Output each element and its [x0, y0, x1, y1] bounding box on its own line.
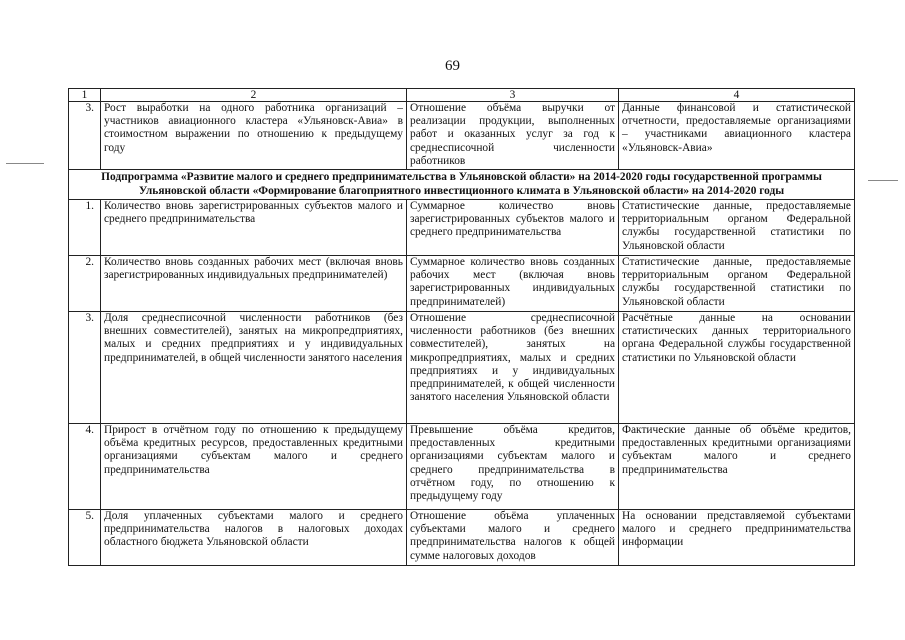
method-cell: Суммарное количество вновь созданных рабочих мест (включая вновь зарегистрированных индивидуальных предпринимателей)	[407, 256, 619, 312]
method-cell: Отношение объёма уплаченных субъектами малого и среднего предпринимательства налогов к общей сумме налоговых доходов	[407, 510, 619, 566]
method-cell: Отношение объёма выручки от реализации продукции, выполненных работ и оказанных услуг за год к среднесписочной численности работников	[407, 102, 619, 170]
subprogram-title: Подпрограмма «Развитие малого и среднего предпринимательства в Ульяновской области» на 2014-2020 годы государственной программы Ульяновской области «Формирование благоприятного инвестиционного климата в Ульяновской области» на 2014-2020 годы	[69, 170, 855, 200]
table-row	[69, 424, 855, 510]
right-margin-mark	[868, 180, 898, 181]
table-row	[69, 312, 855, 424]
indicator-cell: Количество вновь созданных рабочих мест (включая вновь зарегистрированных индивидуальных предпринимателей)	[101, 256, 407, 312]
page-number: 69	[445, 58, 460, 74]
table-row	[69, 200, 855, 256]
row-number: 3.	[69, 102, 101, 170]
indicator-cell: Доля уплаченных субъектами малого и среднего предпринимательства налогов в налоговых доходах областного бюджета Ульяновской области	[101, 510, 407, 566]
source-cell: Расчётные данные на основании статистических данных территориального органа Федеральной службы государственной статистики по Ульяновской области	[619, 312, 855, 424]
method-cell: Суммарное количество вновь зарегистрированных субъектов малого и среднего предпринимательства	[407, 200, 619, 256]
column-number: 1	[69, 89, 101, 102]
indicator-cell: Прирост в отчётном году по отношению к предыдущему объёма кредитных ресурсов, предоставленных кредитными организациями субъектам малого и среднего предпринимательства	[101, 424, 407, 510]
indicator-cell: Доля среднесписочной численности работников (без внешних совместителей), занятых на микропредприятиях, малых и средних предприятиях и у индивидуальных предпринимателей, в общей численности занятого населения	[101, 312, 407, 424]
subprogram-title-row	[69, 170, 855, 200]
left-margin-mark	[6, 163, 44, 164]
table-row	[69, 102, 855, 170]
column-number: 4	[619, 89, 855, 102]
row-number: 5.	[69, 510, 101, 566]
source-cell: Данные финансовой и статистической отчетности, предоставляемые организациями – участниками авиационного кластера «Ульяновск-Авиа»	[619, 102, 855, 170]
row-number: 2.	[69, 256, 101, 312]
source-cell: Статистические данные, предоставляемые территориальным органом Федеральной службы государственной статистики по Ульяновской области	[619, 200, 855, 256]
column-number-row	[69, 89, 855, 102]
method-cell: Превышение объёма кредитов, предоставленных кредитными организациями субъектам малого и среднего предпринимательства в отчётном году, по отношению к предыдущему году	[407, 424, 619, 510]
indicators-table	[68, 88, 855, 566]
indicator-cell: Количество вновь зарегистрированных субъектов малого и среднего предпринимательства	[101, 200, 407, 256]
table-row	[69, 510, 855, 566]
column-number: 3	[407, 89, 619, 102]
indicator-cell: Рост выработки на одного работника организаций – участников авиационного кластера «Ульяновск-Авиа» в стоимостном выражении по отношению к предыдущему году	[101, 102, 407, 170]
source-cell: Статистические данные, предоставляемые территориальным органом Федеральной службы государственной статистики по Ульяновской области	[619, 256, 855, 312]
method-cell: Отношение среднесписочной численности работников (без внешних совместителей), занятых на микропредприятиях, малых и средних предприятиях и у индивидуальных предпринимателей, к общей численности занятого населения Ульяновской области	[407, 312, 619, 424]
source-cell: Фактические данные об объёме кредитов, предоставленных кредитными организациями субъектам малого и среднего предпринимательства	[619, 424, 855, 510]
row-number: 1.	[69, 200, 101, 256]
table-row	[69, 256, 855, 312]
row-number: 4.	[69, 424, 101, 510]
column-number: 2	[101, 89, 407, 102]
row-number: 3.	[69, 312, 101, 424]
source-cell: На основании представляемой субъектами малого и среднего предпринимательства информации	[619, 510, 855, 566]
